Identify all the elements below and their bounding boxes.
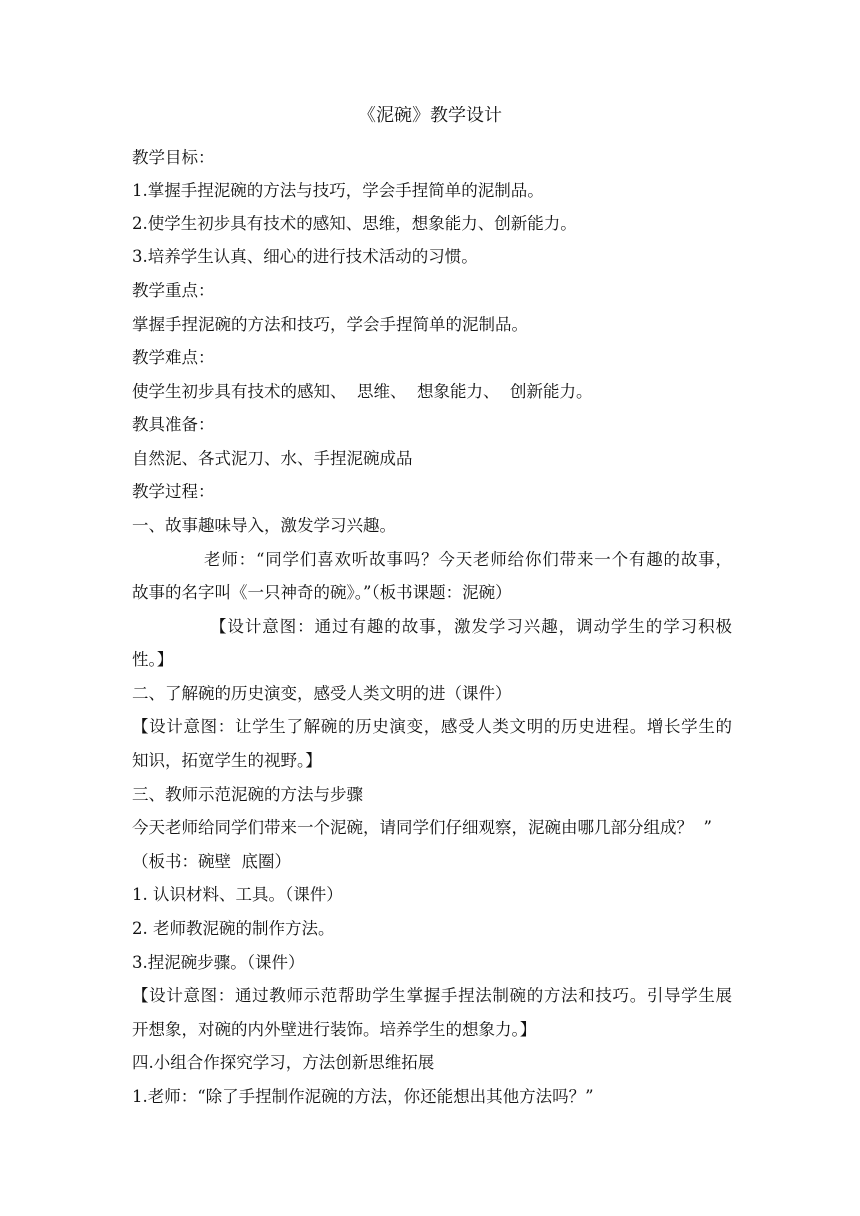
process-step-4-item-1: 1.老师：“除了手捏制作泥碗的方法，你还能想出其他方法吗？” (132, 1087, 594, 1106)
process-step-1-heading: 一、故事趣味导入，激发学习兴趣。 (132, 516, 396, 535)
process-step-3-heading: 三、教师示范泥碗的方法与步骤 (132, 785, 363, 804)
objective-item-3: 3.培养学生认真、细心的进行技术活动的习惯。 (132, 247, 478, 266)
blackboard-note: （板书：碗壁 底圈） (132, 852, 291, 871)
section-heading-materials: 教具准备： (132, 415, 215, 434)
materials-text: 自然泥、各式泥刀、水、手捏泥碗成品 (132, 449, 413, 468)
design-intent-2-cont: 知识，拓宽学生的视野。】 (132, 751, 322, 770)
section-heading-difficulties: 教学难点： (132, 348, 215, 367)
document-title: 《泥碗》教学设计 (358, 106, 502, 126)
process-step-2-heading: 二、了解碗的历史演变，感受人类文明的进（课件） (132, 684, 512, 703)
section-heading-objectives: 教学目标： (132, 148, 215, 167)
design-intent-1-cont: 性。】 (132, 650, 174, 669)
difficulties-text: 使学生初步具有技术的感知、 思维、 想象能力、 创新能力。 (132, 382, 593, 401)
process-step-4-heading: 四.小组合作探究学习，方法创新思维拓展 (132, 1053, 435, 1072)
design-intent-1: 【设计意图：通过有趣的故事，激发学习兴趣，调动学生的学习积极 (210, 617, 732, 636)
objective-item-2: 2.使学生初步具有技术的感知、思维，想象能力、创新能力。 (132, 214, 577, 233)
objective-item-1: 1.掌握手捏泥碗的方法与技巧，学会手捏简单的泥制品。 (132, 181, 544, 200)
process-step-3-item-3: 3.捏泥碗步骤。（课件） (132, 953, 305, 972)
process-step-3-text: 今天老师给同学们带来一个泥碗，请同学们仔细观察，泥碗由哪几部分组成？ ” (132, 818, 712, 837)
process-step-1-dialogue-cont: 故事的名字叫《一只神奇的碗》。”（板书课题：泥碗） (132, 583, 512, 602)
section-heading-process: 教学过程： (132, 482, 215, 501)
process-step-1-dialogue: 老师：“同学们喜欢听故事吗？今天老师给你们带来一个有趣的故事， (204, 550, 732, 569)
key-points-text: 掌握手捏泥碗的方法和技巧，学会手捏简单的泥制品。 (132, 315, 528, 334)
design-intent-3-cont: 开想象，对碗的内外壁进行装饰。培养学生的想象力。】 (132, 1020, 537, 1039)
section-heading-key-points: 教学重点： (132, 281, 215, 300)
process-step-3-item-2: 2. 老师教泥碗的制作方法。 (132, 919, 335, 938)
design-intent-2: 【设计意图：让学生了解碗的历史演变，感受人类文明的历史进程。增长学生的 (132, 717, 732, 736)
design-intent-3: 【设计意图：通过教师示范帮助学生掌握手捏法制碗的方法和技巧。引导学生展 (132, 986, 732, 1005)
process-step-3-item-1: 1. 认识材料、工具。（课件） (132, 885, 343, 904)
